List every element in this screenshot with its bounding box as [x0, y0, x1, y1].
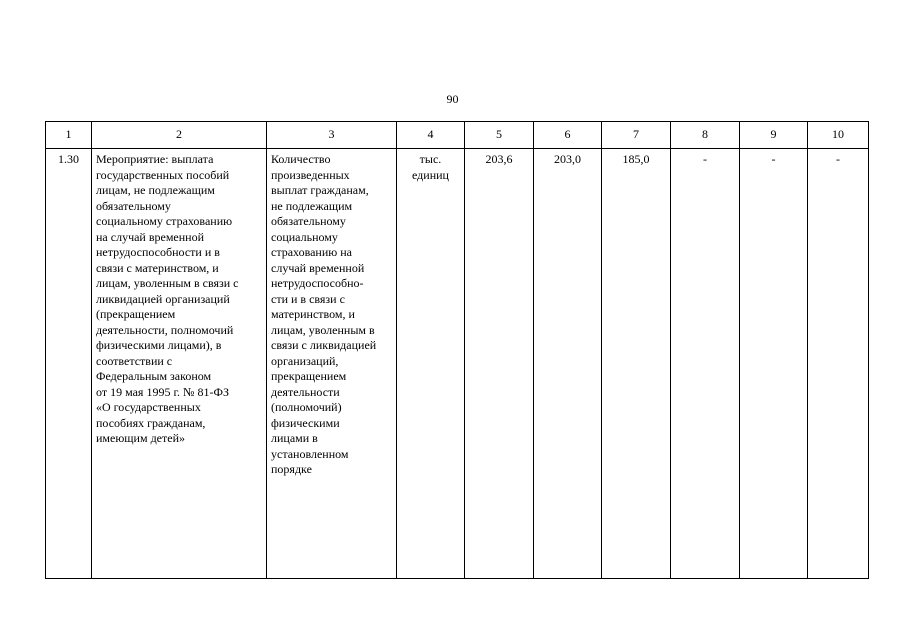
column-header: 9	[740, 122, 808, 149]
row-number-cell: 1.30	[46, 149, 92, 579]
value-cell-10: -	[808, 149, 869, 579]
column-header: 5	[465, 122, 534, 149]
column-header: 3	[267, 122, 397, 149]
value-cell-8: -	[671, 149, 740, 579]
data-table	[45, 121, 869, 579]
table-header-row	[46, 122, 869, 149]
value-cell-9: -	[740, 149, 808, 579]
measure-cell: Мероприятие: выплата государственных пособий лицам, не подлежащим обязательному социальному страхованию на случай временной нетрудоспособности и в связи с материнством, и лицам, уволенным в связи с ликвидацией организаций (прекращением деятельности, полномочий физическими лицами), в соответствии с Федеральным законом от 19 мая 1995 г. № 81-ФЗ «О государственных пособиях гражданам, имеющим детей»	[92, 149, 267, 579]
column-header: 10	[808, 122, 869, 149]
column-header: 6	[534, 122, 602, 149]
value-cell-7: 185,0	[602, 149, 671, 579]
column-header: 4	[397, 122, 465, 149]
column-header: 7	[602, 122, 671, 149]
value-cell-5: 203,6	[465, 149, 534, 579]
value-cell-6: 203,0	[534, 149, 602, 579]
column-header: 8	[671, 122, 740, 149]
indicator-cell: Количество произведенных выплат гражданам, не подлежащим обязательному социальному страхованию на случай временной нетрудоспособно- сти и в связи с материнством, и лицам, уволенным в связи с ликвидацией организаций, прекращением деятельности (полномочий) физическими лицами в установленном порядке	[267, 149, 397, 579]
table-row	[46, 149, 869, 579]
page-number: 90	[446, 92, 459, 106]
unit-cell: тыс. единиц	[397, 149, 465, 579]
column-header: 2	[92, 122, 267, 149]
column-header: 1	[46, 122, 92, 149]
